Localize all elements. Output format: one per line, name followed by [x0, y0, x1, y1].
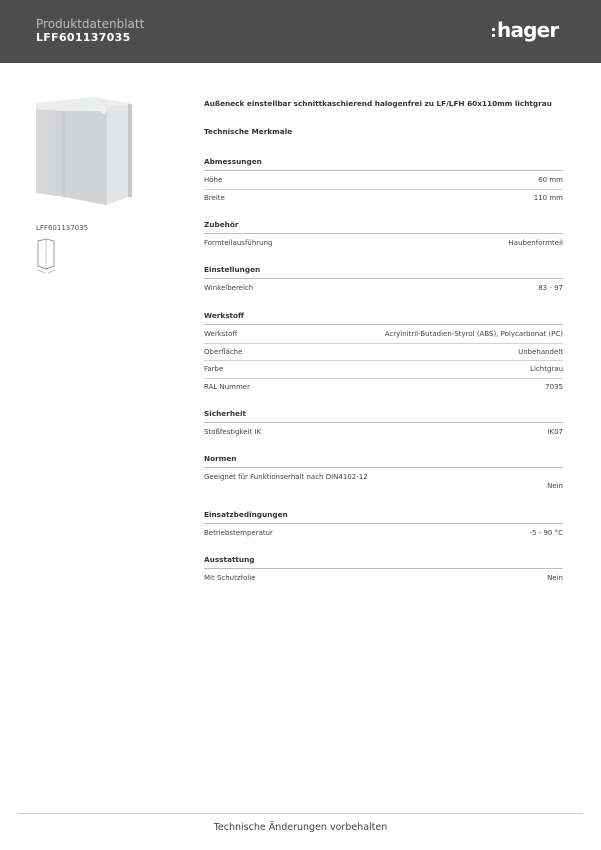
product-code: LFF601137035	[36, 31, 131, 44]
spec-row	[204, 235, 563, 253]
spec-row	[204, 570, 563, 588]
spec-row	[204, 379, 563, 397]
logo-wordmark: hager	[497, 18, 559, 42]
section-heading: Werkstoff	[204, 311, 563, 325]
section-heading: Sicherheit	[204, 409, 563, 423]
section-heading: Zubehör	[204, 220, 563, 234]
section-heading: Ausstattung	[204, 555, 563, 569]
spec-value: Unbehandelt	[518, 347, 563, 356]
product-title: Außeneck einstellbar schnittkaschierend halogenfrei zu LF/LFH 60x110mm lichtgrau	[204, 99, 552, 108]
spec-value: IK07	[547, 428, 563, 436]
hager-logo	[492, 18, 558, 42]
spec-value: Lichtgrau	[530, 365, 563, 373]
spec-row	[204, 424, 563, 442]
spec-label: RAL Nummer	[204, 382, 250, 391]
spec-label: Werkstoff	[204, 330, 238, 338]
product-image	[36, 97, 166, 207]
logo-dots-icon	[492, 28, 495, 37]
header-bar	[0, 0, 601, 63]
technical-features-heading: Technische Merkmale	[204, 127, 293, 136]
spec-row	[204, 525, 563, 543]
image-caption: LFF601137035	[36, 224, 89, 232]
spec-value: Nein	[547, 482, 563, 490]
spec-row	[204, 280, 563, 298]
spec-label: Betriebstemperatur	[204, 529, 273, 537]
section-heading: Einsatzbedingungen	[204, 510, 563, 524]
spec-value: 83 - 97	[538, 284, 563, 292]
spec-row	[204, 326, 563, 344]
spec-row	[204, 361, 563, 379]
footer-note: Technische Änderungen vorbehalten	[213, 822, 388, 833]
footer-divider	[18, 813, 583, 814]
spec-row	[204, 190, 563, 208]
spec-value: 110 mm	[533, 193, 563, 202]
section-heading: Normen	[204, 454, 563, 468]
dimension-drawing-icon	[36, 238, 58, 274]
spec-label: Mit Schutzfolie	[204, 574, 256, 582]
spec-value: 7035	[545, 382, 563, 391]
section-heading: Abmessungen	[204, 157, 563, 171]
section-heading: Einstellungen	[204, 265, 563, 279]
spec-label: Oberfläche	[204, 347, 243, 356]
spec-label: Stoßfestigkeit IK	[204, 428, 262, 436]
spec-value: Nein	[547, 574, 563, 582]
spec-label: Höhe	[204, 176, 223, 184]
spec-row	[204, 172, 563, 190]
spec-row	[204, 344, 563, 362]
spec-value: Acrylnitril-Butadien-Styrol (ABS), Polycarbonat (PC)	[384, 330, 563, 338]
document-type: Produktdatenblatt	[36, 17, 145, 31]
svg-text:◦: ◦	[40, 247, 43, 251]
spec-value: Haubenformteil	[508, 239, 563, 247]
spec-label: Formteilausführung	[204, 239, 273, 247]
spec-label: Farbe	[204, 365, 224, 373]
spec-row	[204, 469, 563, 496]
spec-value: -5 - 90 °C	[529, 529, 563, 537]
spec-label: Winkelbereich	[204, 284, 254, 292]
spec-label: Breite	[204, 193, 225, 202]
spec-label: Geeignet für Funktionserhalt nach DIN4102-12	[204, 473, 368, 481]
spec-value: 60 mm	[538, 176, 563, 184]
